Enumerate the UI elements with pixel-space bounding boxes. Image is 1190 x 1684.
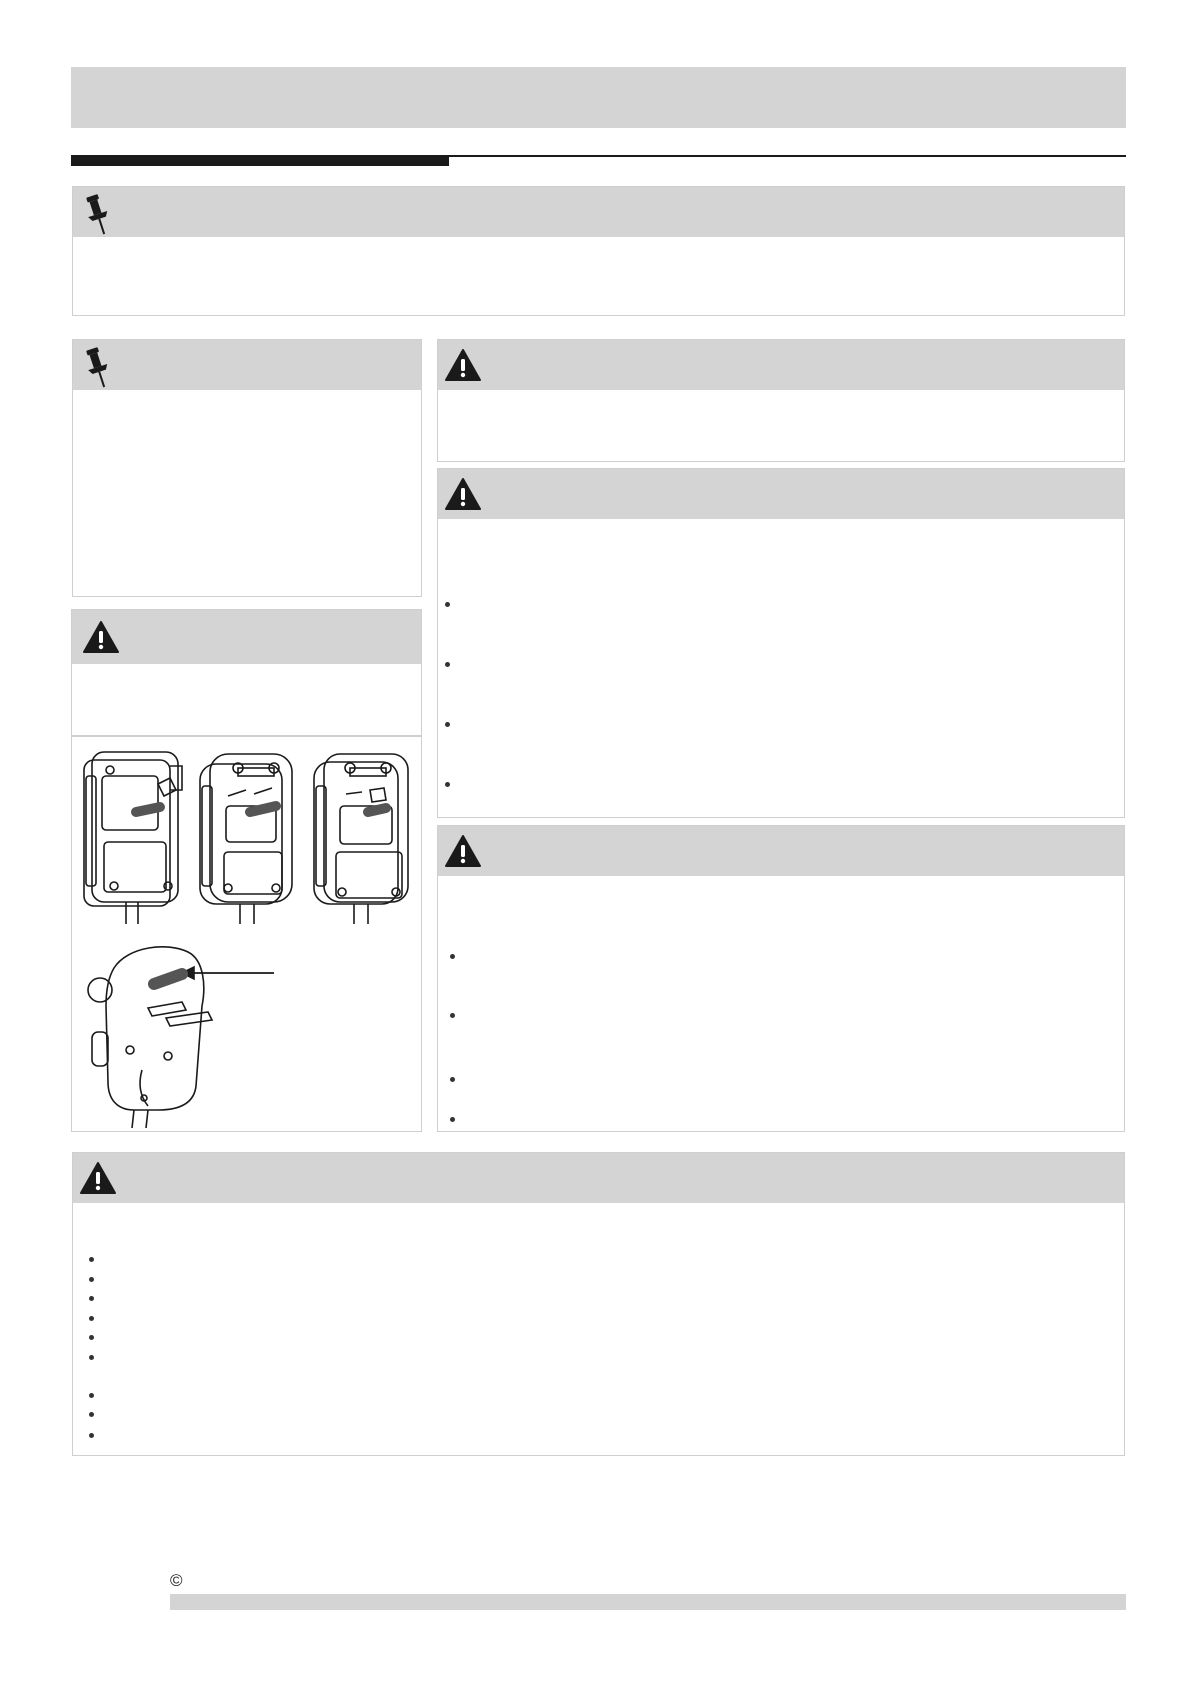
plug-illustrations — [78, 746, 416, 1128]
plug-illustration-1 — [84, 752, 182, 924]
warning-panel-right-3 — [437, 825, 1125, 1132]
pushpin-icon — [83, 193, 113, 237]
footer-bar — [170, 1594, 1126, 1610]
list-bullet — [89, 1277, 94, 1282]
warning-triangle-icon — [444, 348, 482, 382]
list-bullet — [445, 662, 450, 667]
warning-panel-right-2-header — [438, 469, 1124, 519]
list-bullet — [450, 954, 455, 959]
section-rule-thick — [71, 155, 449, 166]
warning-panel-plugs — [71, 609, 422, 1132]
list-bullet — [89, 1316, 94, 1321]
note-panel-top — [72, 186, 1125, 316]
warning-panel-right-2 — [437, 468, 1125, 818]
note-panel-top-header — [73, 187, 1124, 237]
list-bullet — [89, 1393, 94, 1398]
warning-panel-bottom-header — [73, 1153, 1124, 1203]
list-bullet — [89, 1412, 94, 1417]
list-bullet — [89, 1296, 94, 1301]
warning-triangle-icon — [82, 620, 120, 654]
warning-triangle-icon — [444, 834, 482, 868]
warning-panel-plugs-header — [72, 610, 421, 664]
list-bullet — [89, 1433, 94, 1438]
panel-divider — [72, 735, 421, 737]
plug-illustration-3 — [314, 754, 408, 924]
list-bullet — [445, 722, 450, 727]
warning-triangle-icon — [79, 1161, 117, 1195]
note-panel-left-header — [73, 340, 421, 390]
note-panel-left — [72, 339, 422, 597]
section-rule-thin — [449, 155, 1126, 157]
warning-panel-right-1 — [437, 339, 1125, 462]
list-bullet — [445, 602, 450, 607]
copyright-symbol: © — [170, 1571, 183, 1590]
plug-illustration-2 — [200, 754, 292, 924]
list-bullet — [450, 1117, 455, 1122]
list-bullet — [89, 1355, 94, 1360]
warning-panel-right-1-header — [438, 340, 1124, 390]
list-bullet — [89, 1257, 94, 1262]
warning-panel-bottom — [72, 1152, 1125, 1456]
warning-triangle-icon — [444, 477, 482, 511]
page-header-banner — [71, 67, 1126, 128]
pushpin-icon — [83, 346, 113, 390]
list-bullet — [450, 1077, 455, 1082]
list-bullet — [445, 782, 450, 787]
list-bullet — [450, 1013, 455, 1018]
warning-panel-right-3-header — [438, 826, 1124, 876]
list-bullet — [89, 1335, 94, 1340]
